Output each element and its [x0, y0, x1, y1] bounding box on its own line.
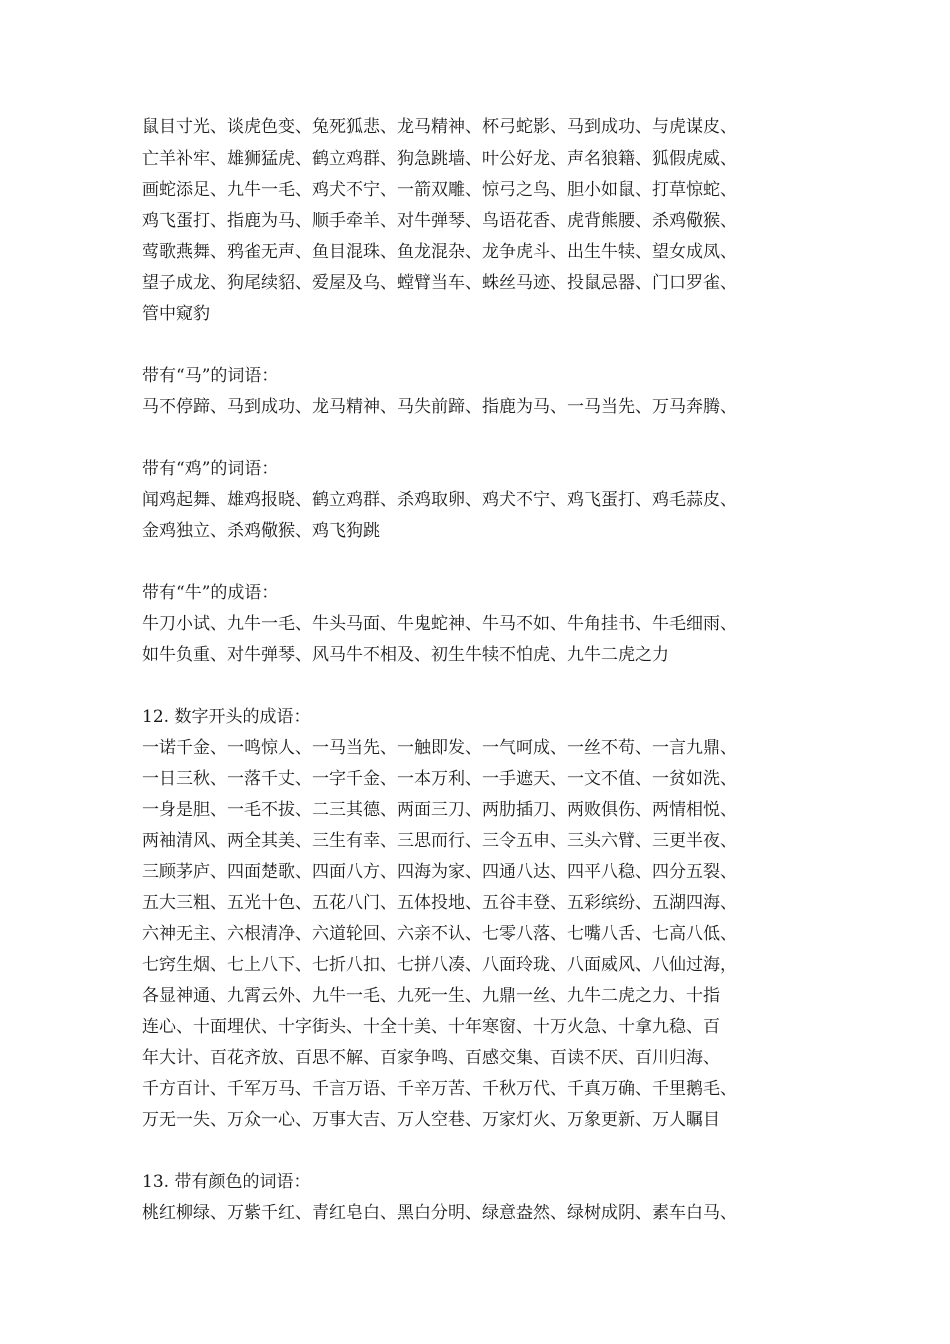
idiom-line: 年大计、百花齐放、百思不解、百家争鸣、百感交集、百读不厌、百川归海、 [142, 1048, 720, 1068]
idiom-line: 闻鸡起舞、雄鸡报晓、鹤立鸡群、杀鸡取卵、鸡犬不宁、鸡飞蛋打、鸡毛蒜皮、 [142, 490, 737, 510]
section-heading-chicken: 带有“鸡”的词语： [142, 459, 279, 479]
idiom-line: 连心、十面埋伏、十字街头、十全十美、十年寒窗、十万火急、十拿九稳、百 [142, 1017, 720, 1037]
idiom-line: 如牛负重、对牛弹琴、风马牛不相及、初生牛犊不怕虎、九牛二虎之力 [142, 645, 669, 665]
idiom-line: 三顾茅庐、四面楚歌、四面八方、四海为家、四通八达、四平八稳、四分五裂、 [142, 862, 737, 882]
idiom-line: 六神无主、六根清净、六道轮回、六亲不认、七零八落、七嘴八舌、七高八低、 [142, 924, 737, 944]
idiom-line: 七窍生烟、七上八下、七折八扣、七拼八凑、八面玲珑、八面威风、八仙过海， [142, 955, 737, 975]
idiom-line: 马不停蹄、马到成功、龙马精神、马失前蹄、指鹿为马、一马当先、万马奔腾、 [142, 397, 737, 417]
section-heading-horse: 带有“马”的词语： [142, 366, 279, 386]
idiom-line: 千方百计、千军万马、千言万语、千辛万苦、千秋万代、千真万确、千里鹅毛、 [142, 1079, 737, 1099]
section-heading-ox: 带有“牛”的成语： [142, 583, 279, 603]
idiom-line: 各显神通、九霄云外、九牛一毛、九死一生、九鼎一丝、九牛二虎之力、十指 [142, 986, 720, 1006]
idiom-line: 望子成龙、狗尾续貂、爱屋及乌、螳臂当车、蛛丝马迹、投鼠忌器、门口罗雀、 [142, 273, 737, 293]
idiom-line: 万无一失、万众一心、万事大吉、万人空巷、万家灯火、万象更新、万人瞩目 [142, 1110, 720, 1130]
section-heading-numbers: 12. 数字开头的成语： [142, 707, 311, 727]
idiom-line: 牛刀小试、九牛一毛、牛头马面、牛鬼蛇神、牛马不如、牛角挂书、牛毛细雨、 [142, 614, 737, 634]
idiom-line: 一诺千金、一鸣惊人、一马当先、一触即发、一气呵成、一丝不苟、一言九鼎、 [142, 738, 737, 758]
idiom-line: 管中窥豹 [142, 304, 210, 324]
idiom-line: 亡羊补牢、雄狮猛虎、鹤立鸡群、狗急跳墙、叶公好龙、声名狼籍、狐假虎威、 [142, 149, 737, 169]
idiom-line: 桃红柳绿、万紫千红、青红皂白、黑白分明、绿意盎然、绿树成阴、素车白马、 [142, 1203, 737, 1223]
idiom-line: 一日三秋、一落千丈、一字千金、一本万利、一手遮天、一文不值、一贫如洗、 [142, 769, 737, 789]
idiom-line: 莺歌燕舞、鸦雀无声、鱼目混珠、鱼龙混杂、龙争虎斗、出生牛犊、望女成凤、 [142, 242, 737, 262]
idiom-line: 鼠目寸光、谈虎色变、兔死狐悲、龙马精神、杯弓蛇影、马到成功、与虎谋皮、 [142, 117, 737, 137]
section-heading-colors: 13. 带有颜色的词语： [142, 1172, 311, 1192]
idiom-line: 金鸡独立、杀鸡儆猴、鸡飞狗跳 [142, 521, 380, 541]
idiom-line: 一身是胆、一毛不拔、二三其德、两面三刀、两肋插刀、两败俱伤、两情相悦、 [142, 800, 737, 820]
idiom-line: 鸡飞蛋打、指鹿为马、顺手牵羊、对牛弹琴、鸟语花香、虎背熊腰、杀鸡儆猴、 [142, 211, 737, 231]
idiom-line: 五大三粗、五光十色、五花八门、五体投地、五谷丰登、五彩缤纷、五湖四海、 [142, 893, 737, 913]
idiom-line: 画蛇添足、九牛一毛、鸡犬不宁、一箭双雕、惊弓之鸟、胆小如鼠、打草惊蛇、 [142, 180, 737, 200]
idiom-line: 两袖清风、两全其美、三生有幸、三思而行、三令五申、三头六臂、三更半夜、 [142, 831, 737, 851]
